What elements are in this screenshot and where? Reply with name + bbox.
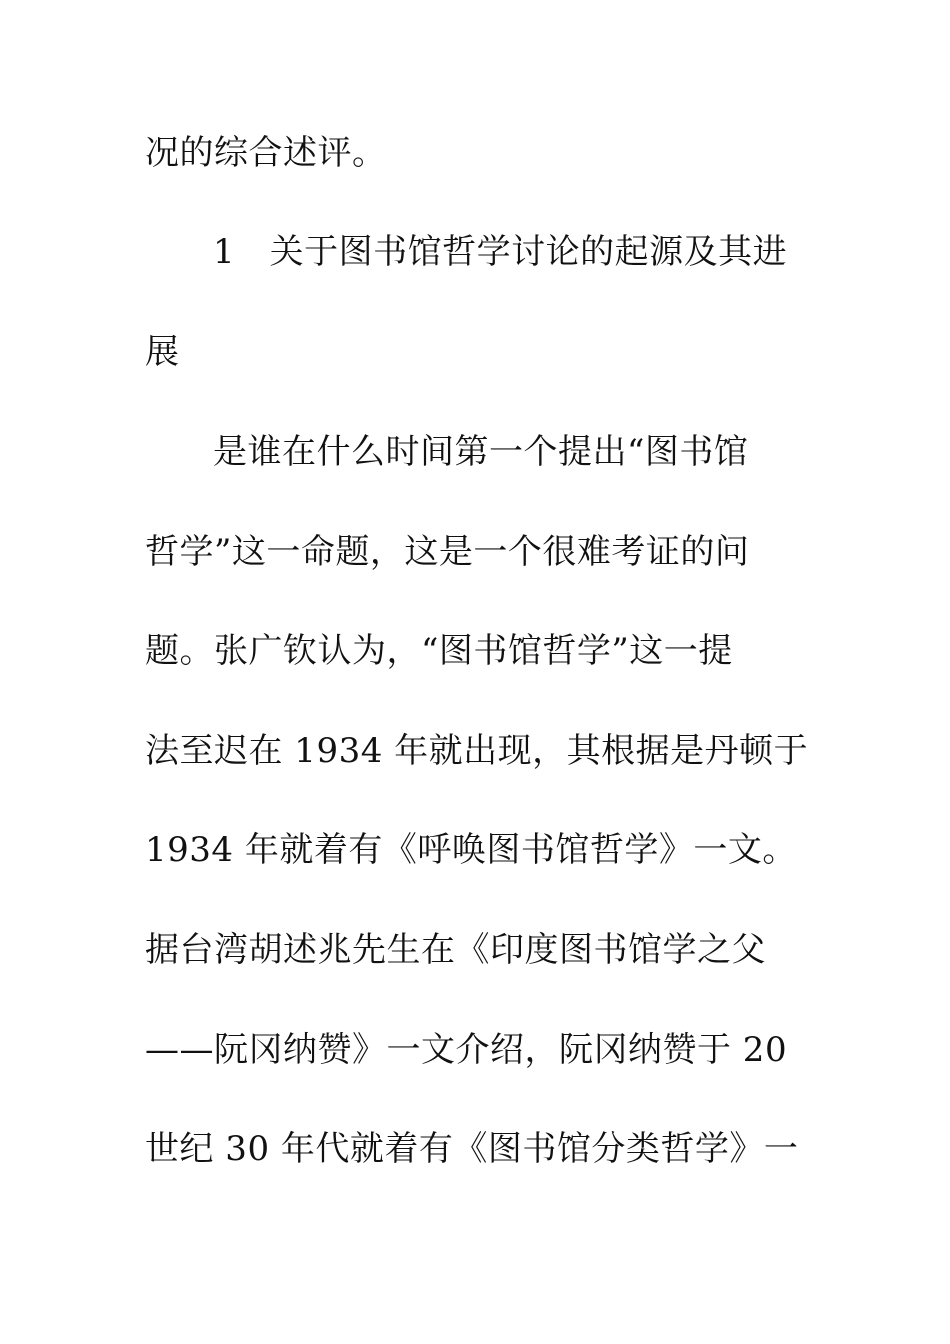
- section-heading-continuation: 展: [145, 332, 180, 372]
- text-line: 法至迟在 1934 年就出现，其根据是丹顿于: [145, 731, 809, 771]
- paragraph-first-line: 是谁在什么时间第一个提出“图书馆: [213, 432, 749, 472]
- text-line: 1934 年就着有《呼唤图书馆哲学》一文。: [145, 830, 797, 870]
- text-line: 据台湾胡述兆先生在《印度图书馆学之父: [145, 930, 766, 970]
- text-line: 世纪 30 年代就着有《图书馆分类哲学》一: [145, 1129, 799, 1169]
- text-line: ——阮冈纳赞》一文介绍，阮冈纳赞于 20: [145, 1030, 788, 1070]
- text-line: 哲学”这一命题，这是一个很难考证的问: [145, 532, 750, 572]
- text-line: 题。张广钦认为，“图书馆哲学”这一提: [145, 631, 733, 671]
- text-line: 况的综合述评。: [145, 133, 387, 173]
- section-heading: 1 关于图书馆哲学讨论的起源及其进: [213, 232, 788, 272]
